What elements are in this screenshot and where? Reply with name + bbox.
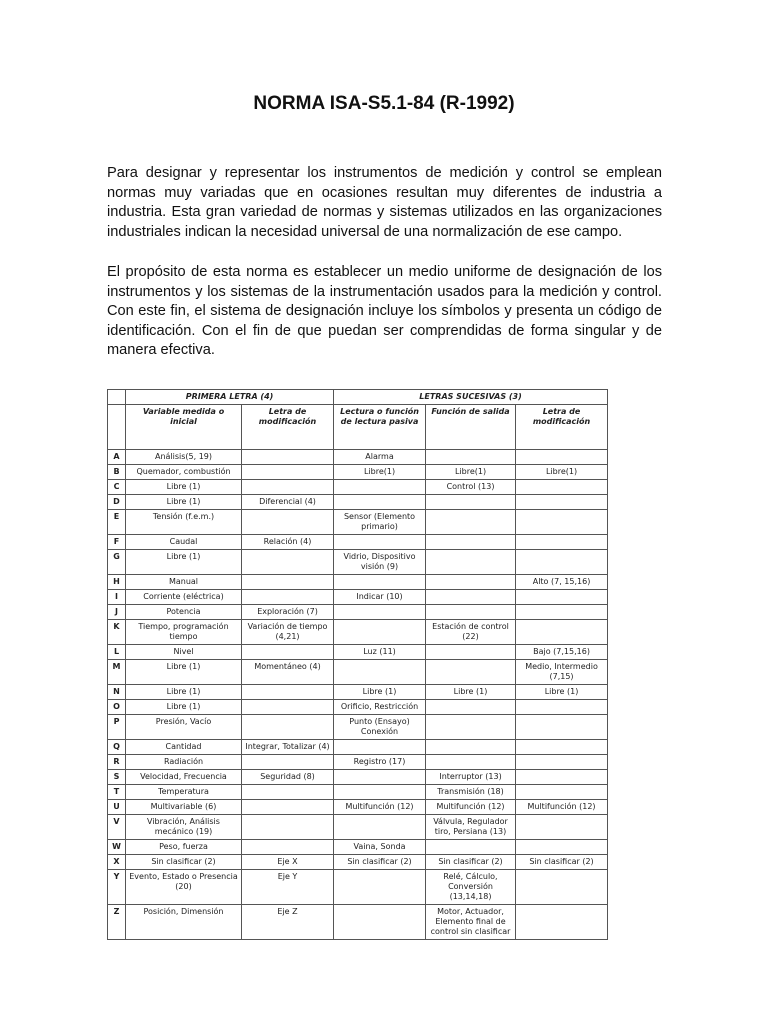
first-modifier-cell <box>242 590 334 605</box>
measured-variable-cell: Radiación <box>126 755 242 770</box>
col-header-readout: Lectura o función de lectura pasiva <box>334 405 426 450</box>
output-function-cell: Interruptor (13) <box>426 770 516 785</box>
first-modifier-cell <box>242 575 334 590</box>
table-body <box>108 450 608 940</box>
first-modifier-cell <box>242 510 334 535</box>
letter-cell: J <box>108 605 126 620</box>
col-header-modifier-succeeding: Letra de modificación <box>516 405 608 450</box>
succeeding-modifier-cell <box>516 535 608 550</box>
purpose-paragraph: El propósito de esta norma es establecer un medio uniforme de designación de los instrumentos y los sistemas de la instrumentación usados para la medición y control. Con este fin, el sistema de designación incluye los símbolos y presenta un código de identificación. Con el fin de que puedan ser comprendidas de forma singular y de manera efectiva. <box>107 264 662 359</box>
output-function-cell: Motor, Actuador, Elemento final de control sin clasificar <box>426 905 516 940</box>
first-modifier-cell <box>242 715 334 740</box>
measured-variable-cell: Libre (1) <box>126 700 242 715</box>
readout-cell: Registro (17) <box>334 755 426 770</box>
succeeding-modifier-cell <box>516 700 608 715</box>
output-function-cell <box>426 840 516 855</box>
output-function-cell <box>426 590 516 605</box>
letter-cell: D <box>108 495 126 510</box>
letter-cell: Z <box>108 905 126 940</box>
first-modifier-cell: Momentáneo (4) <box>242 660 334 685</box>
first-modifier-cell <box>242 480 334 495</box>
output-function-cell: Multifunción (12) <box>426 800 516 815</box>
col-header-modifier-first: Letra de modificación <box>242 405 334 450</box>
table-row <box>108 800 608 815</box>
measured-variable-cell: Libre (1) <box>126 660 242 685</box>
measured-variable-cell: Peso, fuerza <box>126 840 242 855</box>
readout-cell: Multifunción (12) <box>334 800 426 815</box>
output-function-cell <box>426 510 516 535</box>
table-row <box>108 465 608 480</box>
readout-cell: Libre (1) <box>334 685 426 700</box>
measured-variable-cell: Cantidad <box>126 740 242 755</box>
table-row <box>108 450 608 465</box>
readout-cell <box>334 905 426 940</box>
measured-variable-cell: Libre (1) <box>126 685 242 700</box>
measured-variable-cell: Corriente (eléctrica) <box>126 590 242 605</box>
measured-variable-cell: Posición, Dimensión <box>126 905 242 940</box>
letter-cell: F <box>108 535 126 550</box>
letter-cell: Q <box>108 740 126 755</box>
readout-cell <box>334 480 426 495</box>
table-row <box>108 605 608 620</box>
output-function-cell: Libre(1) <box>426 465 516 480</box>
table-row <box>108 645 608 660</box>
output-function-cell <box>426 715 516 740</box>
readout-cell: Libre(1) <box>334 465 426 480</box>
first-modifier-cell: Relación (4) <box>242 535 334 550</box>
col-header-output-function: Función de salida <box>426 405 516 450</box>
first-modifier-cell <box>242 815 334 840</box>
output-function-cell <box>426 605 516 620</box>
output-function-cell <box>426 740 516 755</box>
table-row <box>108 785 608 800</box>
readout-cell: Sensor (Elemento primario) <box>334 510 426 535</box>
table-row <box>108 815 608 840</box>
measured-variable-cell: Tensión (f.e.m.) <box>126 510 242 535</box>
measured-variable-cell: Multivariable (6) <box>126 800 242 815</box>
measured-variable-cell: Libre (1) <box>126 480 242 495</box>
first-modifier-cell <box>242 785 334 800</box>
table-row <box>108 870 608 905</box>
measured-variable-cell: Velocidad, Frecuencia <box>126 770 242 785</box>
succeeding-modifier-cell: Sin clasificar (2) <box>516 855 608 870</box>
col-header-measured-variable: Variable medida o inicial <box>126 405 242 450</box>
measured-variable-cell: Nivel <box>126 645 242 660</box>
first-modifier-cell <box>242 645 334 660</box>
readout-cell <box>334 605 426 620</box>
readout-cell <box>334 870 426 905</box>
letter-cell: L <box>108 645 126 660</box>
letter-cell: Y <box>108 870 126 905</box>
succeeding-modifier-cell <box>516 905 608 940</box>
letter-cell: P <box>108 715 126 740</box>
measured-variable-cell: Tiempo, programación tiempo <box>126 620 242 645</box>
measured-variable-cell: Presión, Vacío <box>126 715 242 740</box>
isa-letter-table <box>107 389 608 940</box>
letter-cell: I <box>108 590 126 605</box>
first-modifier-cell <box>242 685 334 700</box>
succeeding-modifier-cell <box>516 840 608 855</box>
readout-cell <box>334 660 426 685</box>
measured-variable-cell: Libre (1) <box>126 495 242 510</box>
succeeding-modifier-cell: Alto (7, 15,16) <box>516 575 608 590</box>
header-first-letter: PRIMERA LETRA (4) <box>126 390 334 405</box>
header-blank-sub <box>108 405 126 450</box>
letter-cell: V <box>108 815 126 840</box>
output-function-cell <box>426 700 516 715</box>
measured-variable-cell: Potencia <box>126 605 242 620</box>
output-function-cell: Relé, Cálculo, Conversión (13,14,18) <box>426 870 516 905</box>
measured-variable-cell: Sin clasificar (2) <box>126 855 242 870</box>
readout-cell: Punto (Ensayo) Conexión <box>334 715 426 740</box>
output-function-cell: Estación de control (22) <box>426 620 516 645</box>
table-row <box>108 755 608 770</box>
first-modifier-cell <box>242 800 334 815</box>
readout-cell <box>334 575 426 590</box>
letter-cell: E <box>108 510 126 535</box>
succeeding-modifier-cell: Medio, Intermedio (7,15) <box>516 660 608 685</box>
readout-cell <box>334 535 426 550</box>
output-function-cell: Libre (1) <box>426 685 516 700</box>
letter-cell: A <box>108 450 126 465</box>
readout-cell: Orificio, Restricción <box>334 700 426 715</box>
letter-cell: H <box>108 575 126 590</box>
first-modifier-cell <box>242 465 334 480</box>
output-function-cell <box>426 575 516 590</box>
first-modifier-cell: Variación de tiempo (4,21) <box>242 620 334 645</box>
table-row <box>108 840 608 855</box>
output-function-cell <box>426 645 516 660</box>
first-modifier-cell: Exploración (7) <box>242 605 334 620</box>
output-function-cell <box>426 755 516 770</box>
succeeding-modifier-cell <box>516 495 608 510</box>
table-row <box>108 770 608 785</box>
readout-cell <box>334 770 426 785</box>
measured-variable-cell: Manual <box>126 575 242 590</box>
table-row <box>108 740 608 755</box>
letter-cell: U <box>108 800 126 815</box>
succeeding-modifier-cell <box>516 620 608 645</box>
readout-cell: Alarma <box>334 450 426 465</box>
first-modifier-cell <box>242 755 334 770</box>
letter-cell: R <box>108 755 126 770</box>
readout-cell: Vidrio, Dispositivo visión (9) <box>334 550 426 575</box>
page-title: NORMA ISA-S5.1-84 (R-1992) <box>253 93 515 114</box>
first-modifier-cell: Integrar, Totalizar (4) <box>242 740 334 755</box>
readout-cell: Vaina, Sonda <box>334 840 426 855</box>
first-modifier-cell <box>242 550 334 575</box>
letter-cell: W <box>108 840 126 855</box>
succeeding-modifier-cell <box>516 590 608 605</box>
table-row <box>108 535 608 550</box>
table-row <box>108 620 608 645</box>
readout-cell <box>334 740 426 755</box>
succeeding-modifier-cell: Libre(1) <box>516 465 608 480</box>
succeeding-modifier-cell <box>516 740 608 755</box>
first-modifier-cell: Eje Z <box>242 905 334 940</box>
table-row <box>108 495 608 510</box>
succeeding-modifier-cell <box>516 510 608 535</box>
succeeding-modifier-cell <box>516 550 608 575</box>
header-succeeding-letters: LETRAS SUCESIVAS (3) <box>334 390 608 405</box>
measured-variable-cell: Quemador, combustión <box>126 465 242 480</box>
table-row <box>108 575 608 590</box>
intro-paragraph: Para designar y representar los instrumentos de medición y control se emplean normas muy variadas que en ocasiones resultan muy diferentes de industria a industria. Esta gran variedad de normas y sistemas utilizados en las organizaciones industriales indican la necesidad universal de una normalización de ese campo. <box>107 165 662 240</box>
first-modifier-cell: Seguridad (8) <box>242 770 334 785</box>
output-function-cell <box>426 660 516 685</box>
first-modifier-cell: Eje Y <box>242 870 334 905</box>
table-row <box>108 700 608 715</box>
first-modifier-cell <box>242 840 334 855</box>
letter-cell: M <box>108 660 126 685</box>
first-modifier-cell: Diferencial (4) <box>242 495 334 510</box>
table-row <box>108 550 608 575</box>
measured-variable-cell: Evento, Estado o Presencia (20) <box>126 870 242 905</box>
measured-variable-cell: Libre (1) <box>126 550 242 575</box>
table-row <box>108 660 608 685</box>
letter-cell: B <box>108 465 126 480</box>
table-row <box>108 855 608 870</box>
table-row <box>108 480 608 495</box>
output-function-cell: Control (13) <box>426 480 516 495</box>
letter-cell: K <box>108 620 126 645</box>
output-function-cell: Transmisión (18) <box>426 785 516 800</box>
letter-cell: O <box>108 700 126 715</box>
letter-cell: N <box>108 685 126 700</box>
output-function-cell: Válvula, Regulador tiro, Persiana (13) <box>426 815 516 840</box>
table-row <box>108 905 608 940</box>
succeeding-modifier-cell: Libre (1) <box>516 685 608 700</box>
table-row <box>108 510 608 535</box>
readout-cell: Luz (11) <box>334 645 426 660</box>
output-function-cell <box>426 495 516 510</box>
table-row <box>108 685 608 700</box>
output-function-cell <box>426 535 516 550</box>
output-function-cell <box>426 550 516 575</box>
readout-cell <box>334 785 426 800</box>
letter-cell: X <box>108 855 126 870</box>
succeeding-modifier-cell <box>516 785 608 800</box>
first-modifier-cell <box>242 700 334 715</box>
succeeding-modifier-cell <box>516 755 608 770</box>
readout-cell <box>334 620 426 645</box>
succeeding-modifier-cell <box>516 605 608 620</box>
header-blank <box>108 390 126 405</box>
letter-cell: C <box>108 480 126 495</box>
first-modifier-cell <box>242 450 334 465</box>
readout-cell: Indicar (10) <box>334 590 426 605</box>
letter-cell: G <box>108 550 126 575</box>
succeeding-modifier-cell <box>516 450 608 465</box>
succeeding-modifier-cell <box>516 480 608 495</box>
measured-variable-cell: Vibración, Análisis mecánico (19) <box>126 815 242 840</box>
succeeding-modifier-cell: Multifunción (12) <box>516 800 608 815</box>
readout-cell <box>334 495 426 510</box>
measured-variable-cell: Temperatura <box>126 785 242 800</box>
table-row <box>108 590 608 605</box>
readout-cell: Sin clasificar (2) <box>334 855 426 870</box>
succeeding-modifier-cell <box>516 715 608 740</box>
first-modifier-cell: Eje X <box>242 855 334 870</box>
measured-variable-cell: Caudal <box>126 535 242 550</box>
table-row <box>108 715 608 740</box>
succeeding-modifier-cell <box>516 815 608 840</box>
succeeding-modifier-cell <box>516 770 608 785</box>
output-function-cell: Sin clasificar (2) <box>426 855 516 870</box>
measured-variable-cell: Análisis(5, 19) <box>126 450 242 465</box>
letter-cell: S <box>108 770 126 785</box>
succeeding-modifier-cell <box>516 870 608 905</box>
readout-cell <box>334 815 426 840</box>
succeeding-modifier-cell: Bajo (7,15,16) <box>516 645 608 660</box>
letter-cell: T <box>108 785 126 800</box>
output-function-cell <box>426 450 516 465</box>
